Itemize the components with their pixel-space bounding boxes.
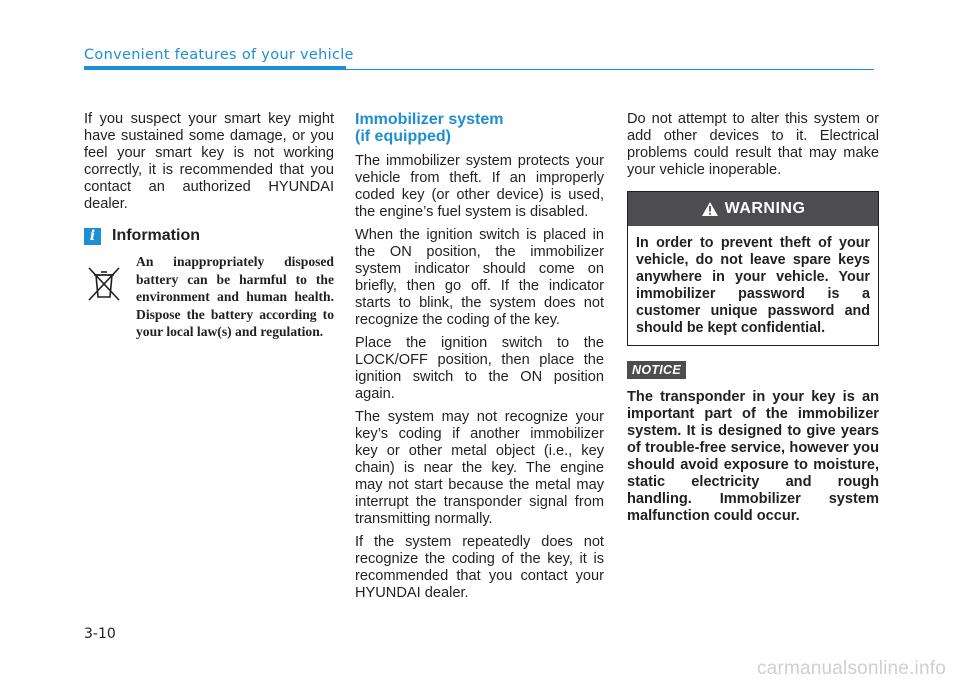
smart-key-damage-paragraph: If you suspect your smart key might have sustained some damage, or you feel your smart key is not working correctly, it is recommended that you contact an authorized HYUNDAI dealer. xyxy=(84,111,334,212)
warning-label: WARNING xyxy=(724,200,806,217)
warning-header xyxy=(628,192,878,226)
warning-box xyxy=(627,191,879,346)
battery-disposal-text: An inappropriately disposed battery can be harmful to the environment and human health. Dispose the battery according to your local law(s) and regulation. xyxy=(136,254,334,339)
do-not-alter-paragraph: Do not attempt to alter this system or add other devices to it. Electrical problems could result that may make your vehicle inoperable. xyxy=(627,111,879,178)
column-right xyxy=(627,111,879,525)
immobilizer-paragraph-2: When the ignition switch is placed in the ON position, the immobilizer system indicator should come on briefly, then go off. If the indicator starts to blink, the system does not recognize the coding of the key. xyxy=(355,227,604,328)
page-number: 3-10 xyxy=(84,626,116,642)
information-body xyxy=(84,253,334,341)
warning-text: In order to prevent theft of your vehicle, do not leave spare keys anywhere in your vehicle. Your immobilizer password is a customer unique password and should be kept confidential. xyxy=(636,235,870,336)
notice-text: The transponder in your key is an important part of the immobilizer system. It is designed to give years of trouble-free service, however you should avoid exposure to moisture, static electricity and rough handling. Immobilizer system malfunction could occur. xyxy=(627,389,879,524)
crossed-out-bin-icon xyxy=(84,263,124,303)
immobilizer-paragraph-1: The immobilizer system protects your vehicle from theft. If an improperly coded key (or other device) is used, the engine’s fuel system is disabled. xyxy=(355,153,604,220)
section-title-line-1: Immobilizer system xyxy=(355,111,504,128)
immobilizer-paragraph-4: The system may not recognize your key’s coding if another immobilizer key or other metal object (i.e., key chain) is near the key. The engine may not start because the metal may interrupt the transponder signal from transmitting normally. xyxy=(355,409,604,527)
immobilizer-paragraph-5: If the system repeatedly does not recognize the coding of the key, it is recommended that you contact your HYUNDAI dealer. xyxy=(355,534,604,601)
warning-triangle-icon xyxy=(701,201,719,217)
immobilizer-paragraph-3: Place the ignition switch to the LOCK/OFF position, then place the ignition switch to the ON position again. xyxy=(355,335,604,402)
info-icon: i xyxy=(84,228,101,245)
section-title-line-2: (if equipped) xyxy=(355,128,451,145)
information-label: Information xyxy=(112,227,200,244)
section-header-title: Convenient features of your vehicle xyxy=(84,47,354,63)
header-accent-bar xyxy=(84,66,346,70)
watermark-text: carmanualsonline.info xyxy=(756,658,946,679)
header-rule xyxy=(346,69,874,70)
information-heading xyxy=(84,227,334,245)
column-middle xyxy=(355,111,604,608)
immobilizer-section-title xyxy=(355,111,604,145)
column-left xyxy=(84,111,334,341)
notice-badge: NOTICE xyxy=(627,361,686,379)
